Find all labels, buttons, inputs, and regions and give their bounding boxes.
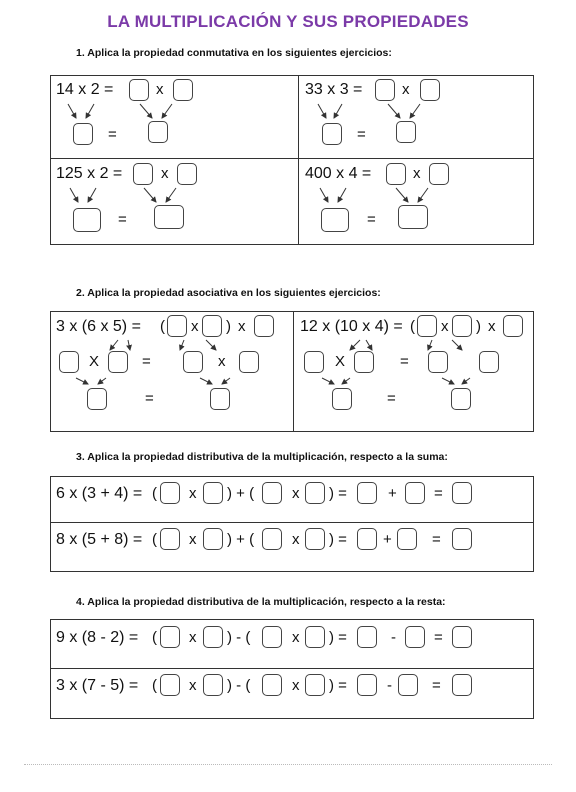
- operator: =: [145, 390, 154, 407]
- answer-box[interactable]: [375, 79, 395, 101]
- answer-box[interactable]: [452, 528, 472, 550]
- answer-box[interactable]: [254, 315, 274, 337]
- answer-box[interactable]: [452, 674, 472, 696]
- answer-box[interactable]: [321, 208, 349, 232]
- answer-box[interactable]: [167, 315, 187, 337]
- expression: 8 x (5 + 8) =: [56, 531, 143, 548]
- instruction-1: 1. Aplica la propiedad conmutativa en los siguientes ejercicios:: [76, 47, 392, 59]
- answer-box[interactable]: [397, 528, 417, 550]
- operator: x: [292, 531, 300, 548]
- operator: x: [189, 531, 197, 548]
- answer-box[interactable]: [386, 163, 406, 185]
- answer-box[interactable]: [148, 121, 168, 143]
- answer-box[interactable]: [452, 315, 472, 337]
- operator: (: [160, 318, 165, 335]
- expression: 3 x (6 x 5) =: [56, 318, 141, 335]
- answer-box[interactable]: [452, 482, 472, 504]
- operator: =: [367, 211, 376, 228]
- answer-box[interactable]: [405, 626, 425, 648]
- divider: [50, 522, 534, 523]
- answer-box[interactable]: [332, 388, 352, 410]
- answer-box[interactable]: [73, 123, 93, 145]
- answer-box[interactable]: [129, 79, 149, 101]
- operator: x: [292, 485, 300, 502]
- divider: [298, 75, 299, 245]
- operator: ) - (: [227, 677, 251, 694]
- answer-box[interactable]: [305, 626, 325, 648]
- operator: =: [434, 629, 443, 646]
- divider: [50, 158, 534, 159]
- answer-box[interactable]: [304, 351, 324, 373]
- answer-box[interactable]: [262, 528, 282, 550]
- answer-box[interactable]: [429, 163, 449, 185]
- answer-box[interactable]: [417, 315, 437, 337]
- answer-box[interactable]: [160, 674, 180, 696]
- answer-box[interactable]: [305, 674, 325, 696]
- answer-box[interactable]: [160, 626, 180, 648]
- answer-box[interactable]: [73, 208, 101, 232]
- expression: 12 x (10 x 4) =: [300, 318, 403, 335]
- answer-box[interactable]: [357, 674, 377, 696]
- operator: =: [434, 485, 443, 502]
- operator: (: [152, 531, 157, 548]
- operator: =: [432, 677, 441, 694]
- answer-box[interactable]: [305, 482, 325, 504]
- operator: ) =: [329, 531, 347, 548]
- answer-box[interactable]: [357, 482, 377, 504]
- operator: (: [152, 485, 157, 502]
- operator: X: [89, 353, 100, 370]
- operator: x: [292, 677, 300, 694]
- operator: +: [388, 485, 397, 502]
- answer-box[interactable]: [396, 121, 416, 143]
- operator: x: [189, 677, 197, 694]
- answer-box[interactable]: [203, 482, 223, 504]
- operator: x: [189, 629, 197, 646]
- operator: ) + (: [227, 485, 255, 502]
- answer-box[interactable]: [420, 79, 440, 101]
- answer-box[interactable]: [451, 388, 471, 410]
- arrows: [62, 184, 192, 206]
- arrows: [312, 100, 432, 122]
- operator: =: [387, 390, 396, 407]
- answer-box[interactable]: [357, 528, 377, 550]
- expression: 125 x 2 =: [56, 165, 123, 182]
- answer-box[interactable]: [262, 674, 282, 696]
- expression: 33 x 3 =: [305, 81, 363, 98]
- operator: x: [189, 485, 197, 502]
- operator: x: [413, 165, 421, 182]
- operator: =: [400, 353, 409, 370]
- expression: 9 x (8 - 2) =: [56, 629, 139, 646]
- answer-box[interactable]: [354, 351, 374, 373]
- operator: ) =: [329, 677, 347, 694]
- answer-box[interactable]: [262, 482, 282, 504]
- operator: ): [476, 318, 481, 335]
- answer-box[interactable]: [154, 205, 184, 229]
- expression: 400 x 4 =: [305, 165, 372, 182]
- operator: x: [441, 318, 449, 335]
- answer-box[interactable]: [405, 482, 425, 504]
- operator: x: [156, 81, 164, 98]
- operator: =: [432, 531, 441, 548]
- answer-box[interactable]: [210, 388, 230, 410]
- answer-box[interactable]: [183, 351, 203, 373]
- answer-box[interactable]: [322, 123, 342, 145]
- divider: [293, 311, 294, 432]
- operator: (: [152, 677, 157, 694]
- operator: =: [142, 353, 151, 370]
- answer-box[interactable]: [173, 79, 193, 101]
- answer-box[interactable]: [262, 626, 282, 648]
- arrows: [314, 184, 444, 206]
- answer-box[interactable]: [87, 388, 107, 410]
- answer-box[interactable]: [202, 315, 222, 337]
- instruction-4: 4. Aplica la propiedad distributiva de la multiplicación, respecto a la resta:: [76, 596, 446, 608]
- answer-box[interactable]: [203, 528, 223, 550]
- answer-box[interactable]: [133, 163, 153, 185]
- operator: x: [292, 629, 300, 646]
- expression: 6 x (3 + 4) =: [56, 485, 143, 502]
- page-title: LA MULTIPLICACIÓN Y SUS PROPIEDADES: [107, 12, 469, 31]
- answer-box[interactable]: [428, 351, 448, 373]
- operator: x: [161, 165, 169, 182]
- operator: (: [152, 629, 157, 646]
- operator: X: [335, 353, 346, 370]
- operator: =: [108, 126, 117, 143]
- operator: x: [402, 81, 410, 98]
- answer-box[interactable]: [398, 205, 428, 229]
- answer-box[interactable]: [357, 626, 377, 648]
- operator: ) =: [329, 485, 347, 502]
- operator: =: [118, 211, 127, 228]
- answer-box[interactable]: [160, 482, 180, 504]
- divider: [50, 668, 534, 669]
- operator: =: [357, 126, 366, 143]
- operator: x: [488, 318, 496, 335]
- operator: x: [238, 318, 246, 335]
- page-border-dots: [24, 764, 552, 765]
- operator: ) + (: [227, 531, 255, 548]
- answer-box[interactable]: [59, 351, 79, 373]
- answer-box[interactable]: [108, 351, 128, 373]
- answer-box[interactable]: [239, 351, 259, 373]
- operator: +: [383, 531, 392, 548]
- answer-box[interactable]: [398, 674, 418, 696]
- operator: ): [226, 318, 231, 335]
- operator: ) =: [329, 629, 347, 646]
- expression: 3 x (7 - 5) =: [56, 677, 139, 694]
- instruction-3: 3. Aplica la propiedad distributiva de la multiplicación, respecto a la suma:: [76, 451, 448, 463]
- answer-box[interactable]: [305, 528, 325, 550]
- operator: x: [191, 318, 199, 335]
- operator: x: [218, 353, 226, 370]
- answer-box[interactable]: [177, 163, 197, 185]
- instruction-2: 2. Aplica la propiedad asociativa en los siguientes ejercicios:: [76, 287, 381, 299]
- answer-box[interactable]: [452, 626, 472, 648]
- answer-box[interactable]: [160, 528, 180, 550]
- answer-box[interactable]: [503, 315, 523, 337]
- operator: -: [391, 629, 396, 646]
- arrows: [60, 100, 180, 122]
- answer-box[interactable]: [203, 674, 223, 696]
- operator: (: [410, 318, 415, 335]
- answer-box[interactable]: [479, 351, 499, 373]
- answer-box[interactable]: [203, 626, 223, 648]
- operator: -: [387, 677, 392, 694]
- operator: ) - (: [227, 629, 251, 646]
- expression: 14 x 2 =: [56, 81, 114, 98]
